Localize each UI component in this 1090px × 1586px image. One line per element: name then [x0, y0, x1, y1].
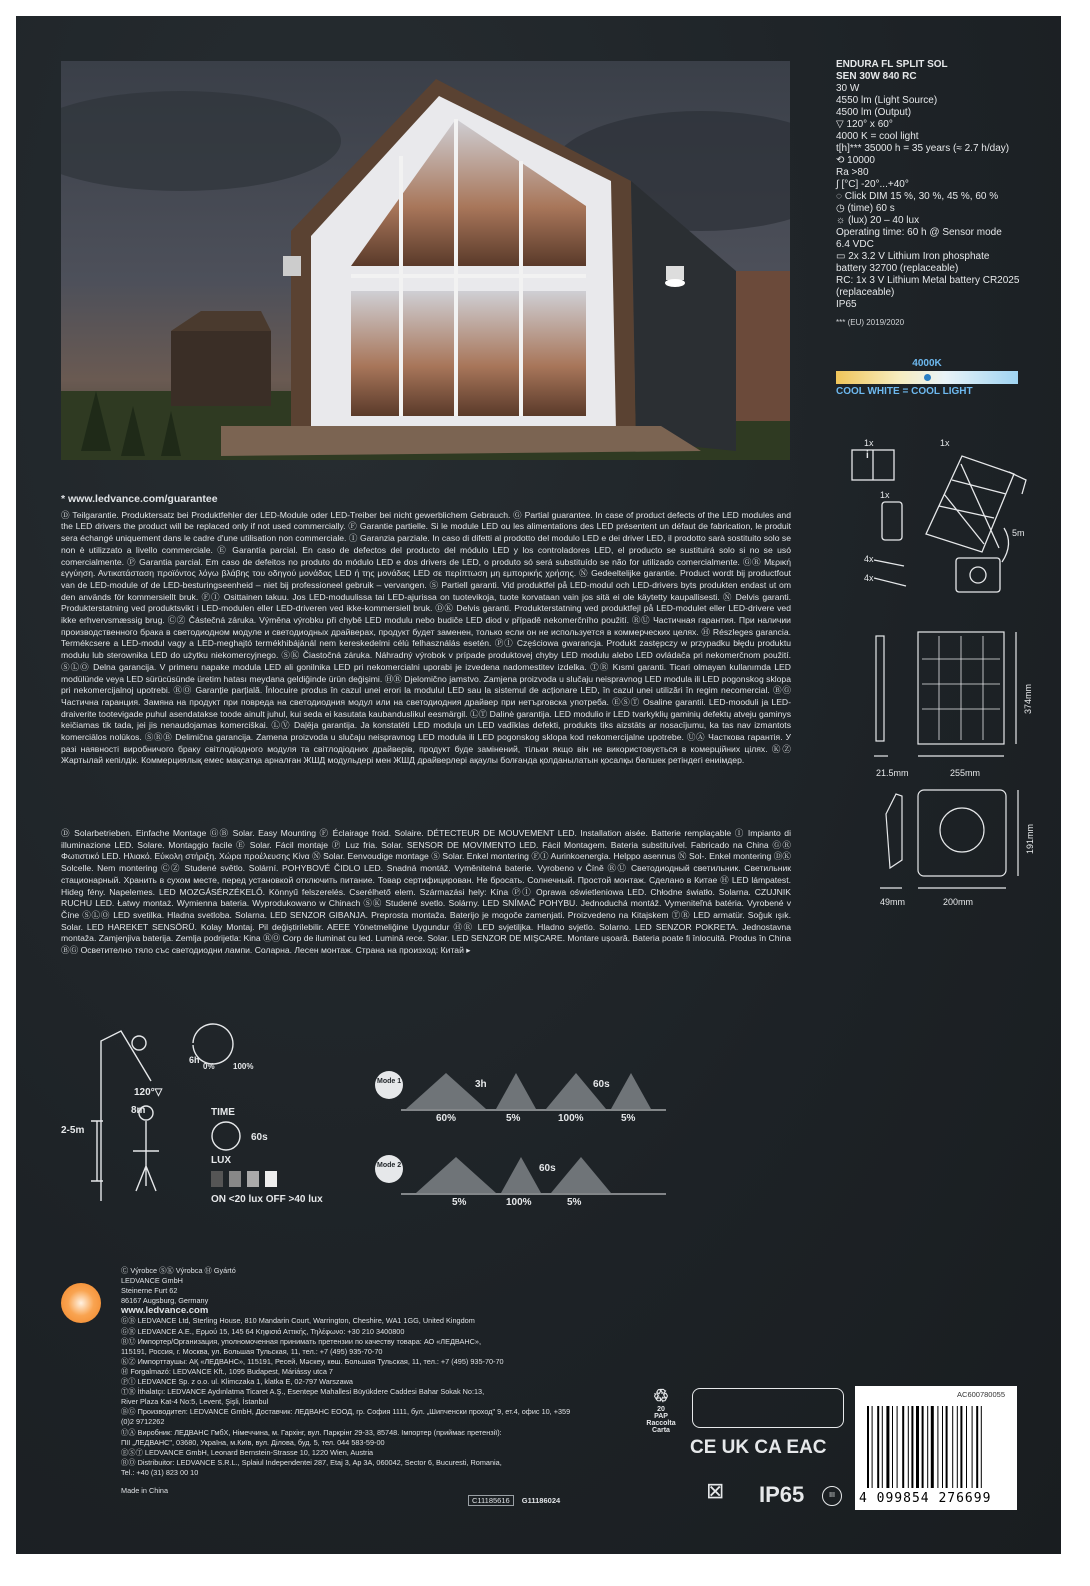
qty-remote: 1x	[880, 490, 890, 500]
importer-line: ПІІ „ЛЕДВАНС", 03680, Україна, м.Київ, вул. Ділова, буд. 5, тел. 044 583-59-00	[121, 1437, 385, 1447]
spec-block	[836, 59, 1046, 329]
pap-label: PAP	[654, 1413, 668, 1420]
guarantee-body: Ⓓ Teilgarantie. Produktersatz bei Produktfehler der LED-Module oder LED-Treiber bei nicht gewerblichem Gebrauch. Ⓖ Partial guarantee. In case of product defects of the LED modules and the LED drivers the product will be replaced only if not used commercially. Ⓕ Garantie partielle. Si le module LED ou les alimentations des LED présentent un défaut de fabrication, le produit sera échangé uniquement dans le cadre d'une utilisation non commerciale. Ⓘ Garanzia parziale. In caso di difetti al prodotto del modulo LED e dei driver LED, il prodotto sarà sostituito solo se non è utilizzato a livello commerciale. Ⓔ Garantía parcial. En caso de defectos del producto del módulo LED y los controladores LED, el producto se sustituirá solo si no se usó comercialmente. Ⓟ Garantia parcial. Em caso de defeitos no produto do módulo LED e dos drivers de LED, o produto só será substituído se não for utilizado comercialmente. ⒼⓇ Μερική εγγύηση. Αντικατάσταση προϊόντος λόγω βλάβης του οδηγού μονάδας LED ή της μονάδας LED σε περίπτωση μη εμπορικής χρήσης. Ⓝ Gedeeltelijke garantie. Product wordt bij productfout van de LED-module of de LED-besturingseenheid – niet bij professioneel gebruik – vervangen. Ⓢ Partiell garanti. Vid produktfel på LED-modul och LED-drivers byts produkten endast ut om den används för kommersiellt bruk. ⒻⒾ Osittainen takuu. Jos LED-moduulissa tai LED-ajurissa on tuotevikoja, tuote korvataan vain jos sitä ei ole käytetty kaupallisesti. Ⓝ Delvis garanti. Produkterstatning ved produktsvikt i LED-modulen eller LED-driveren ved ikke-kommersiell bruk. ⒹⓀ Delvis garanti. Produkterstatning ved produktfejl på LED-modulet eller LED-drivere ved ikke erhvervsmæssig brug. ⒸⓏ Částečná záruka. Výměna výrobku při chybě LED modulu nebo budiče LED diod v případě nekomerčního použití. ⓇⓊ Частичная гарантия. При наличии производственного брака в светодиодном модуле и светодиодных драйверах, продукт будет заменен, только если он не используется в коммерческих целях. Ⓗ Részleges garancia. Termékcsere a LED-modul vagy a LED-meghajtó termékhibájánál nem kereskedelmi célú felhasználás esetén. Ⓟⓛ Częściowa gwarancja. Produkt zastępczy w przypadku błędu produktu modułu lub sterownika LED do użytku niekomercyjnego. ⓈⓀ Čiastočná záruka. Náhradný výrobok v prípade produktovej chyby LED modulu alebo LED ovládača pri nekomerčnom použití. ⓈⓁⓄ Delna garancija. V primeru napake modula LED ali gonilnika LED pri nekomercialni uporabi je izvedena nadomestitev izdelka. ⓉⓇ Kısmi garanti. Ticari olmayan kullanımda LED modülünde veya LED sürücüsünde üretim hatası meydana geldiğinde ürün değişimi. ⒽⓇ Djelomično jamstvo. Zamjena proizvoda u slučaju neispravnog LED modula ili LED pogonskog sklopa pri nekomercijalnoj upotrebi. ⓇⓄ Garanție parțială. Înlocuire produs în cazul unei erori la modulul LED sau la sistemul de acționare LED, în cazul unei utilizări în regim necomercial. ⒷⒼ Частична гаранция. Замяна на продукт при повреда на светодиодния модул или на светодиодния драйвер при нетърговска употреба. ⒺⓈⓉ Osaline garantii. LED-mooduli ja LED-draiverite tootevigade puhul asendatakse toode ainult juhul, kui seda ei kasutata kaubanduslikul eesmärgil. ⓁⓉ Dalinė garantija. LED modulio ir LED tvarkyklių gaminių defektų atveju gaminys keičiamas tik tada, jei jis nenaudojamas komerciškai. ⓁⓋ Daļēja garantija. Ja konstatēti LED moduļa un LED vadīklas defekti, produkts tiks aizstāts ar nosacījumu, ka tas nav izmantots komerciālos nolūkos. ⓈⓇⒷ Delimična garancija. Zamena proizvoda u slučaju neispravnog LED modula ili LED pogonskog sklopa kod nekomercijalne upotrebe. ⓊⒶ Часткова гарантія. У разі наявності виробничого браку світлодіодного модуля та світлодіодних драйверів, продукт буде замінений, тільки якщо він не використовується в комерційних цілях. ⓀⓏ Жартылай кепілдік. Коммерциялық емес мақсатқа арналған ЖШД модульдері мен ЖШД драйверлері ақаулы болғанда қолданылатын қосалқы бөлшек ретіндегі ениімдер.	[61, 509, 791, 766]
barcode-bar	[931, 1406, 934, 1488]
lux-caption: ON <20 lux OFF >40 lux	[211, 1194, 323, 1205]
spec-line: IP65	[836, 299, 857, 310]
pct100-label: 100%	[233, 1062, 254, 1071]
lamp-depth-label: 49mm	[880, 897, 906, 906]
remote-control-icon	[882, 502, 902, 540]
panel-side-view	[876, 636, 884, 741]
ac-code: AC600780055	[957, 1390, 1005, 1399]
spec-line: Operating time: 60 h @ Sensor mode	[836, 227, 1002, 238]
distance-label: 8m	[131, 1105, 146, 1116]
hours-label: 6h	[189, 1055, 200, 1065]
raccolta-label: Raccolta Carta	[646, 1420, 676, 1434]
spec-line: ⟲ 10000	[836, 155, 875, 166]
barcode-bar	[942, 1406, 943, 1488]
mode1-badge	[375, 1071, 403, 1099]
made-in: Made in China	[121, 1485, 169, 1495]
importer-lines	[121, 1316, 571, 1478]
height-label: 2-5m	[61, 1125, 85, 1136]
screw-icon	[874, 560, 904, 566]
company-website: www.ledvance.com	[121, 1305, 209, 1317]
importer-line: Ⓗ Forgalmazó: LEDVANCE Kft., 1095 Budapest, Máriássy utca 7	[121, 1366, 333, 1376]
barcode-bar	[892, 1406, 893, 1488]
ip-rating: IP65	[759, 1482, 805, 1507]
sorting-pictogram	[692, 1388, 844, 1428]
mode1-label: Mode 1	[377, 1078, 402, 1085]
package-contents-diagram	[844, 434, 1044, 604]
qty-plug: 4x	[864, 573, 874, 583]
mode2-pct1: 5%	[452, 1197, 467, 1208]
manufacturer-labels: Ⓒ Výrobce ⓈⓀ Výrobca Ⓗ Gyártó	[121, 1266, 236, 1275]
dimension-drawings	[856, 624, 1056, 906]
importer-line: ⓉⓇ İthalatçı: LEDVANCE Aydınlatma Ticaret A.Ş., Esentepe Mahallesi Büyükdere Caddesi Bahar Sokak No:13,	[121, 1387, 485, 1397]
barcode-bar	[867, 1406, 869, 1488]
timer-icon	[212, 1122, 240, 1150]
barcode-bar	[872, 1406, 873, 1488]
barcode-bar	[927, 1406, 928, 1488]
panel-height-label: 374mm	[1023, 683, 1033, 714]
panel-depth-label: 21.5mm	[876, 768, 909, 778]
mode1-pct3: 100%	[558, 1113, 584, 1124]
pole-icon	[101, 1031, 151, 1201]
spec-line: 4000 K = cool light	[836, 131, 919, 142]
angle-label: 120°▽	[134, 1087, 163, 1098]
mode2-label: Mode 2	[377, 1162, 402, 1169]
product-photo	[61, 61, 790, 460]
barcode-bar	[972, 1406, 973, 1488]
company-street: Steinerne Furt 62	[121, 1286, 178, 1296]
packaging-back-panel	[16, 16, 1061, 1554]
spec-line: ◌ Click DIM 15 %, 30 %, 45 %, 60 %	[836, 191, 999, 202]
solar-description: Ⓓ Solarbetrieben. Einfache Montage ⒼⒷ Solar. Easy Mounting Ⓕ Éclairage froid. Solaire. DÉTECTEUR DE MOUVEMENT LED. Installation aisée. Batterie remplaçable Ⓘ Impianto di illuminazione LED. Solare. Montaggio facile Ⓔ Solar. Fácil montaje Ⓟ Luz fria. Solar. SENSOR DE MOVIMENTO LED. Fácil Montagem. Bateria substituível. Fabricado na China ⒼⓇ Φωτιστικό LED. Ηλιακό. Εύκολη στήριξη. Χώρα προέλευσης Κίνα Ⓝ Solar. Eenvoudige montage Ⓢ Solar. Enkel montering ⒻⒾ Aurinkoenergia. Helppo asennus Ⓝ Sol-. Enkel montering ⒹⓀ Solcelle. Nem montering ⒸⓏ Studené světlo. Solární. POHYBOVÉ ČIDLO LED. Snadná montáž. Vyměnitelná baterie. Vyrobeno v Číně ⓇⓊ Светодиодный светильник. Светильник стационарный. Хранить в сухом месте, перед установкой отключить питание. Товар сертифицирован. Не бросать. Солнечный. Простой монтаж. Сделано в Китае Ⓗ LED lámpatest. Hideg fény. Napelemes. LED MOZGÁSÉRZÉKELŐ. Könnyű felszerelés. Cserélhető elem. Származási hely: Kína Ⓟⓛ Oprawa oświetleniowa LED. Chłodne światło. Solarna. CZUJNIK RUCHU LED. Łatwy montaż. Wymienna bateria. Wyprodukowano w Chinach ⓈⓀ Studené svetlo. Solárny. LED SNÍMAČ POHYBU. Jednoduchá montáž. Vymeniteľná batéria. Vyrobené v Číne ⓈⓁⓄ LED svetilka. Hladna svetloba. Solarna. LED SENZOR GIBANJA. Preprosta montaža. Baterijo je mogoče zamenjati. Proizvedeno na Kitajskem ⓉⓇ LED armatür. Soğuk ışık. Solar. LED HAREKET SENSÖRÜ. Kolay Montaj. Pil değiştirilebilir. AEEE Yönetmeliğine Uygundur ⒽⓇ LED svjetiljka. Hladno svjetlo. Solarno. LED SENZOR POKRETA. Jednostavna montaža. Zamjenjiva baterija. Zemlja podrijetla: Kina ⓇⓄ Corp de iluminat cu led. Lumină rece. Solar. LED SENZOR DE MIȘCARE. Montare ușoară. Bateria poate fi înlocuită. Produs în China ⒷⒼ Осветително тяло със светодиодни лампи. Соларна. Лесен монтаж. Страна на произход: Китай ▸	[61, 828, 791, 956]
mode2-time1: 60s	[539, 1163, 556, 1174]
spec-line: Ra >80	[836, 167, 869, 178]
qty-screw: 4x	[864, 554, 874, 564]
qty-manual: 1x	[864, 438, 874, 448]
sensor-mode-diagram	[61, 1021, 681, 1221]
company-city: 86167 Augsburg, Germany	[121, 1296, 209, 1306]
person-icon	[133, 1121, 159, 1191]
lux-label: LUX	[211, 1155, 231, 1166]
importer-line: ⒷⒼ Производител: LEDVANCE GmbH, Доставчик: ЛЕДВАНС ЕООД, гр. София 1111, бул. „Шипченски проход" 9, ет.4, офис 10, +359 (0)2 9712262	[121, 1407, 571, 1427]
pct0-label: 0%	[203, 1062, 215, 1071]
mode2-pct2: 100%	[506, 1197, 532, 1208]
spec-line: battery 32700 (replaceable)	[836, 263, 959, 274]
ean-barcode	[855, 1386, 1017, 1510]
qty-panel: 1x	[940, 438, 950, 448]
code-c2: G11186024	[521, 1496, 561, 1505]
panel-width-label: 255mm	[950, 768, 981, 778]
mode1-pct4: 5%	[621, 1113, 636, 1124]
protection-class: III	[822, 1486, 842, 1506]
importer-line: ⓀⓏ Импорттаушы: АҚ «ЛЕДВАНС», 115191, Ресей, Мәскеу, көш. Большая Тульская, 11, тел.: +7 (495) 935-70-70	[121, 1356, 504, 1366]
lamp-front-view	[918, 790, 1006, 876]
article-codes	[468, 1496, 560, 1505]
product-name: ENDURA FL SPLIT SOL	[836, 59, 948, 70]
barcode-bar	[897, 1406, 898, 1488]
mode1-time2: 60s	[593, 1079, 610, 1090]
barcode-bar	[952, 1406, 953, 1488]
address-block	[121, 1266, 571, 1496]
mode1-time1: 3h	[475, 1079, 487, 1090]
importer-line: ⒺⓈⓉ LEDVANCE GmbH, Leonard Bernstein-Strasse 10, 1220 Wien, Austria	[121, 1447, 374, 1457]
solar-panel-icon	[926, 456, 1014, 552]
importer-line: Tel.: +40 (31) 823 00 10	[121, 1467, 199, 1477]
svg-text:i: i	[866, 450, 869, 461]
barcode-bar	[922, 1406, 924, 1488]
spec-footnote: *** (EU) 2019/2020	[836, 318, 905, 327]
importer-line: ⒼⓇ LEDVANCE A.E., Ερμού 15, 145 64 Κηφισιά Αττικής, Τηλέφωνο: +30 210 3400800	[121, 1326, 405, 1336]
spec-line: 30 W	[836, 83, 860, 94]
spec-line: (replaceable)	[836, 287, 895, 298]
lamp-side-view	[886, 794, 902, 868]
pap-number: 20	[657, 1406, 665, 1413]
spec-line: ◷ (time) 60 s	[836, 203, 895, 214]
spec-line: ▭ 2x 3.2 V Lithium Iron phosphate	[836, 251, 990, 262]
importer-line: ⒼⒷ LEDVANCE Ltd, Sterling House, 810 Mandarin Court, Warrington, Cheshire, WA1 1GG, United Kingdom	[121, 1316, 475, 1326]
barcode-bar	[946, 1406, 948, 1488]
barcode-bar	[886, 1406, 889, 1488]
mode2-badge	[375, 1155, 403, 1183]
ledvance-logo	[61, 1283, 101, 1323]
barcode-bar	[908, 1406, 909, 1488]
wall-plug-icon	[874, 578, 906, 586]
mode1-pct1: 60%	[436, 1113, 457, 1124]
spec-line: ∫ [°C] -20°...+40°	[836, 179, 909, 190]
lamp-width-label: 200mm	[943, 897, 974, 906]
importer-line: River Plaza Kat-4 No:5, Levent, Şişli, İstanbul	[121, 1397, 269, 1407]
product-variant: SEN 30W 840 RC	[836, 71, 917, 82]
certification-marks: CE UK CA EAC	[690, 1437, 827, 1458]
importer-line: ⓊⒶ Виробник: ЛЕДВАНС ГмбХ, Німеччина, м. Гархінг, вул. Паркрінг 29-33, 85748. Імпортер (приймає претензії):	[121, 1427, 502, 1437]
color-temp-gradient	[836, 371, 1018, 384]
spec-line: ▽ 120° x 60°	[836, 119, 893, 130]
floodlight-icon	[956, 558, 1000, 592]
spec-line: t[h]*** 35000 h = 35 years (≈ 2.7 h/day)	[836, 143, 1010, 154]
ean-number: 4 099854 276699	[859, 1491, 992, 1506]
importer-line: ⓇⓊ Импортер/Организация, уполномоченная принимать претензии по качеству товара: АО «ЛЕДВАНС»,	[121, 1336, 481, 1346]
time-value: 60s	[251, 1132, 268, 1143]
spec-line: ☼ (lux) 20 – 40 lux	[836, 215, 920, 226]
barcode-bar	[957, 1406, 958, 1488]
mode2-pct3: 5%	[567, 1197, 582, 1208]
barcode-bar	[976, 1406, 978, 1488]
recycle-triangle-icon: ♲	[652, 1386, 670, 1406]
barcode-bar	[911, 1406, 913, 1488]
cable-length: 5m	[1012, 528, 1025, 538]
color-temp-marker	[924, 374, 931, 381]
barcode-bar	[966, 1406, 967, 1488]
mode1-pct2: 5%	[506, 1113, 521, 1124]
color-temp-caption: COOL WHITE = COOL LIGHT	[836, 386, 973, 397]
barcode-bar	[916, 1406, 919, 1488]
color-temperature-bar	[836, 358, 1018, 397]
sun-icon	[132, 1036, 146, 1050]
importer-line: 115191, Россия, г. Москва, ул. Большая Тульская, 11, тел.: +7 (495) 935-70-70	[121, 1346, 383, 1356]
barcode-bar	[902, 1406, 904, 1488]
company-name: LEDVANCE GmbH	[121, 1276, 183, 1286]
barcode-bar	[882, 1406, 883, 1488]
weee-bin-icon: ⊠	[706, 1478, 725, 1503]
color-temp-label: 4000K	[912, 358, 942, 369]
barcode-bar	[877, 1406, 879, 1488]
guarantee-section	[61, 494, 791, 767]
importer-line: ⓇⓄ Distribuitor: LEDVANCE S.R.L., Splaiul Independentei 287, Etaj 3, Ap 3A, 060042, Sector 6, Bucuresti, Romania,	[121, 1457, 502, 1467]
barcode-bar	[937, 1406, 938, 1488]
spec-list	[836, 83, 1046, 311]
guarantee-heading: * www.ledvance.com/guarantee	[61, 493, 218, 505]
code-c1: C11185616	[468, 1495, 514, 1506]
spec-line: 6.4 VDC	[836, 239, 874, 250]
barcode-bar	[981, 1406, 982, 1488]
spec-line: RC: 1x 3 V Lithium Metal battery CR2025	[836, 275, 1020, 286]
time-label: TIME	[211, 1107, 235, 1118]
importer-line: Ⓟⓛ LEDVANCE Sp. z o.o. ul. Klimczaka 1, klatka E, 02-797 Warszawa	[121, 1377, 353, 1387]
spec-line: 4500 lm (Output)	[836, 107, 912, 118]
barcode-bar	[960, 1406, 962, 1488]
spec-line: 4550 lm (Light Source)	[836, 95, 938, 106]
recycling-pap	[641, 1386, 681, 1434]
lamp-height-label: 191mm	[1025, 823, 1035, 854]
